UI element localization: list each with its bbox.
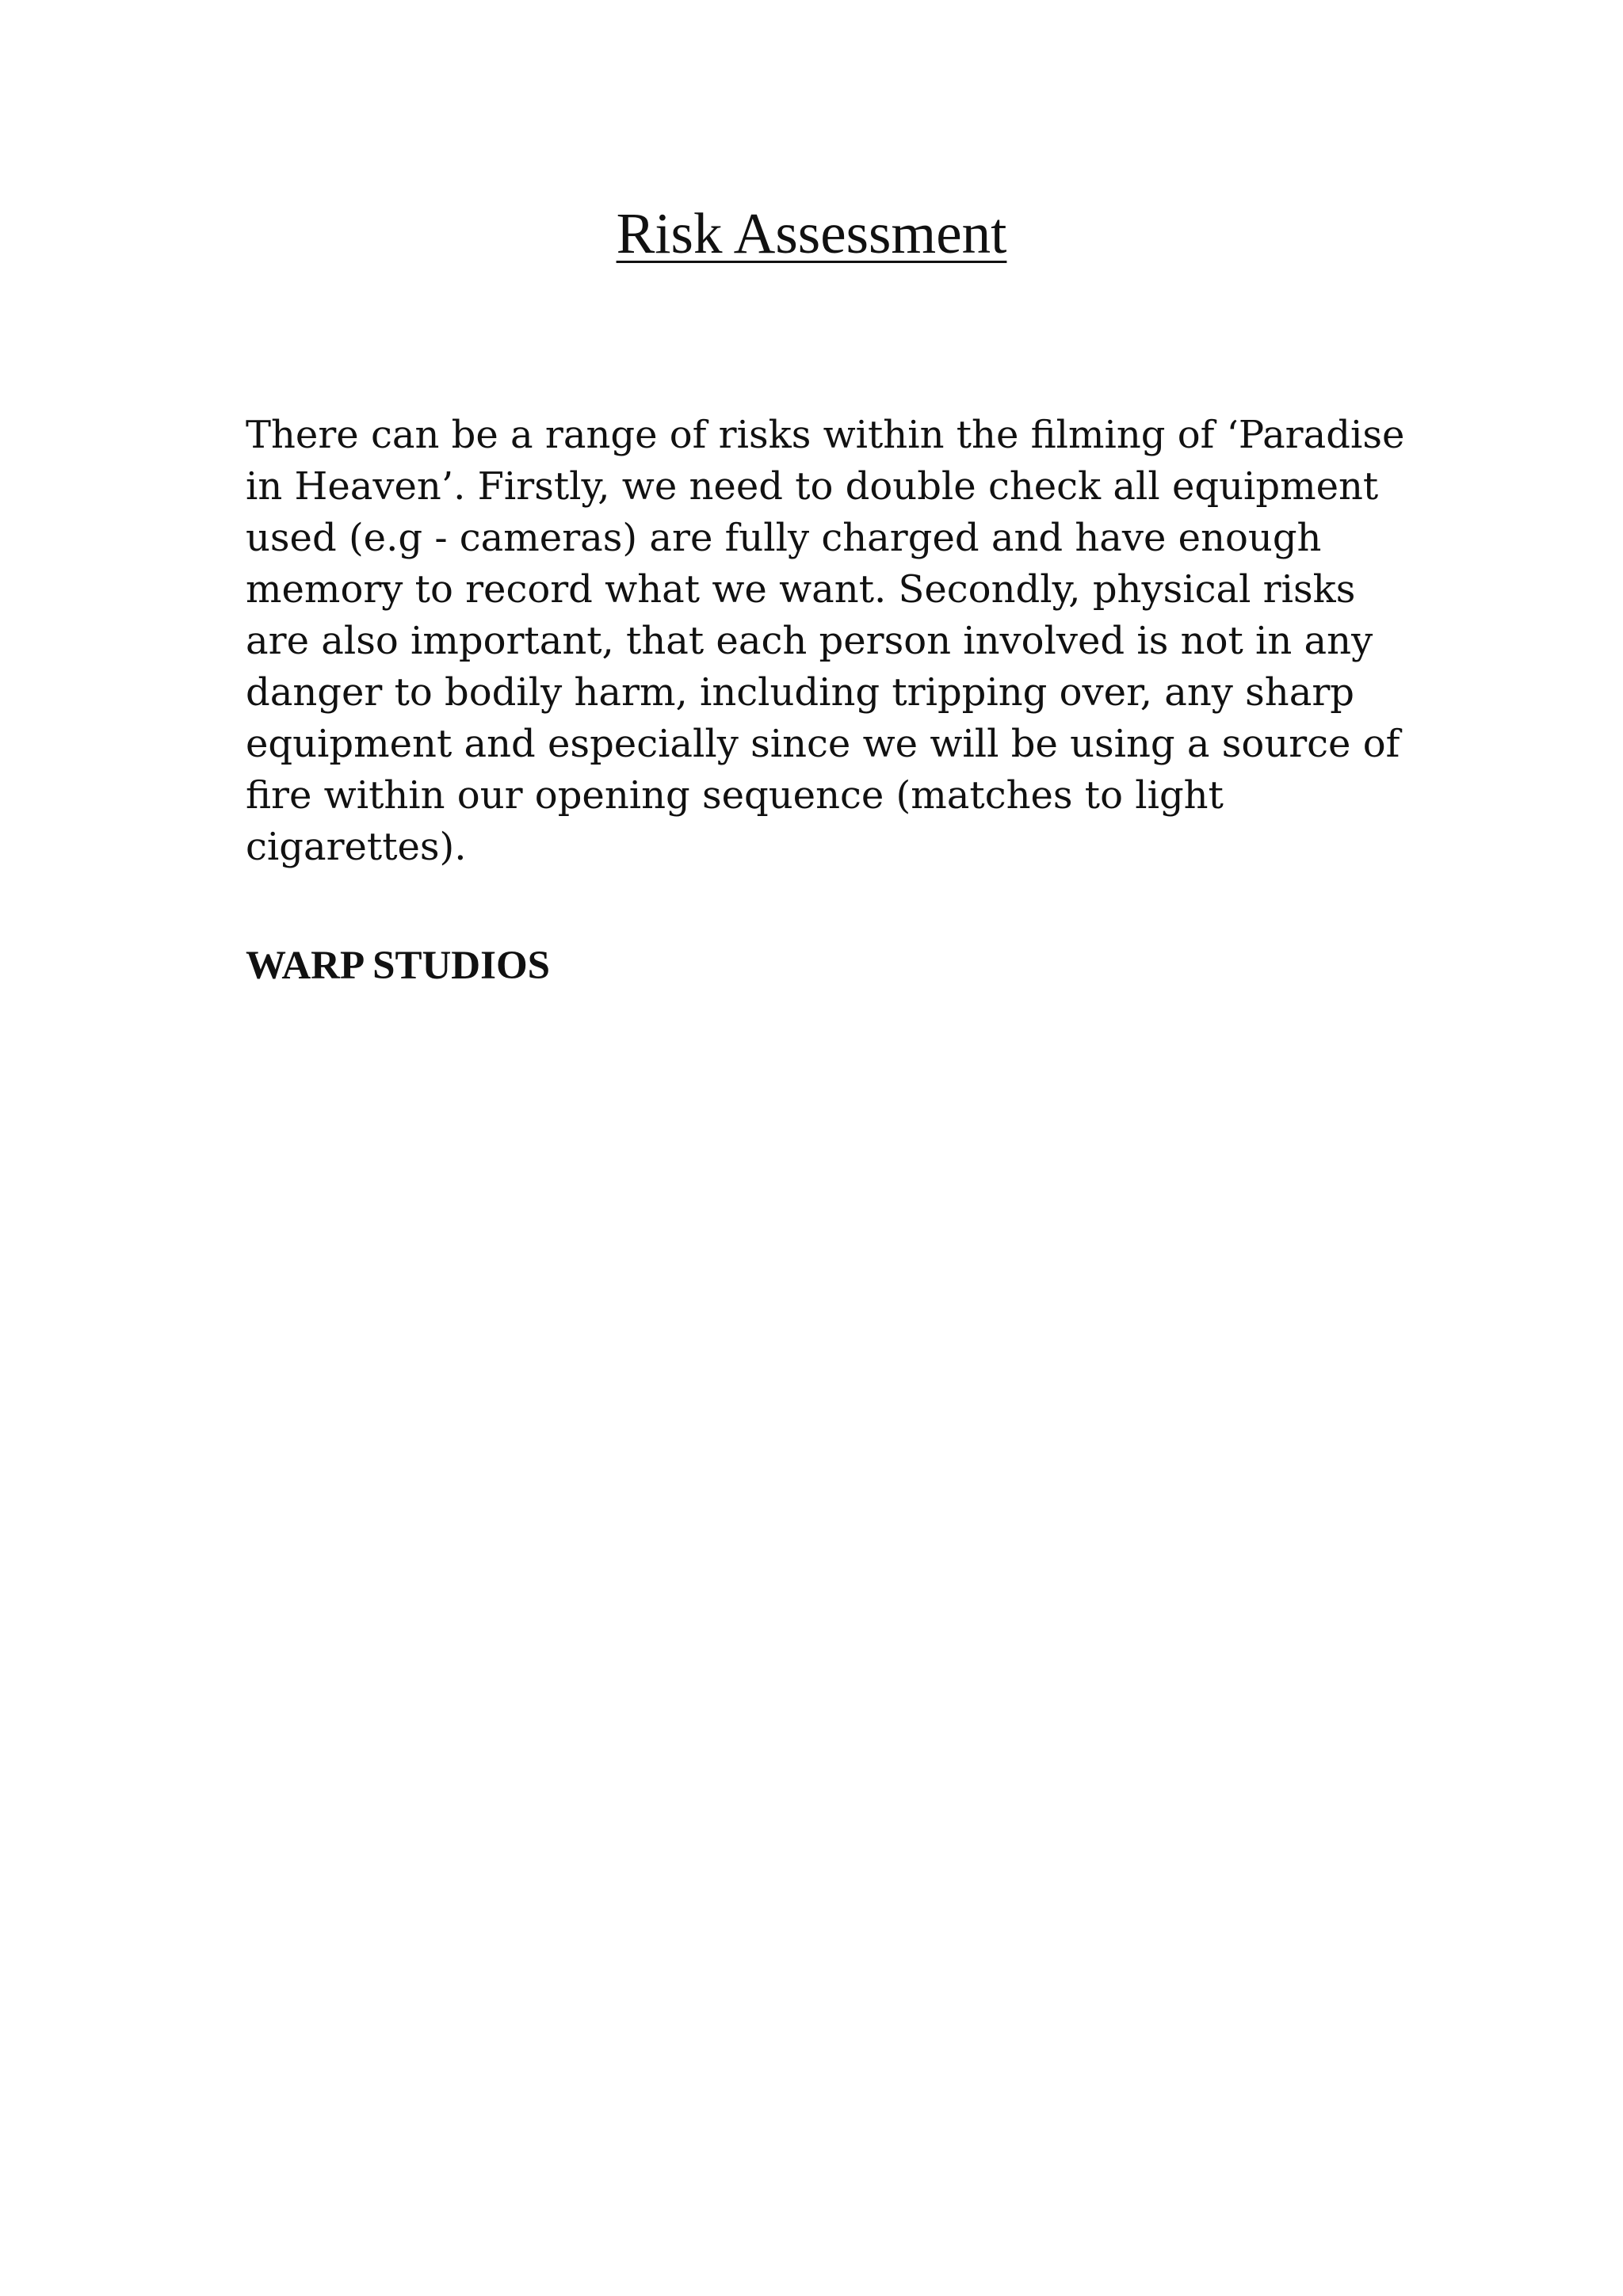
paragraph-line: fire within our opening sequence (matches to light bbox=[246, 773, 1224, 818]
risk-paragraph bbox=[246, 410, 1450, 873]
studio-name: WARP STUDIOS bbox=[246, 944, 551, 988]
paragraph-line: memory to record what we want. Secondly, physical risks bbox=[246, 567, 1356, 612]
paragraph-line: danger to bodily harm, including tripping over, any sharp bbox=[246, 670, 1355, 715]
paragraph-line: in Heaven’. Firstly, we need to double check all equipment bbox=[246, 464, 1379, 509]
paragraph-line: are also important, that each person involved is not in any bbox=[246, 619, 1373, 663]
paragraph-line: equipment and especially since we will be using a source of bbox=[246, 722, 1400, 766]
page-title bbox=[0, 198, 1623, 269]
paragraph-line: cigarettes). bbox=[246, 825, 467, 869]
paragraph-line: used (e.g - cameras) are fully charged and have enough bbox=[246, 516, 1322, 560]
page-title-text: Risk Assessment bbox=[616, 201, 1007, 265]
paragraph-line: There can be a range of risks within the filming of ‘Paradise bbox=[246, 413, 1405, 457]
